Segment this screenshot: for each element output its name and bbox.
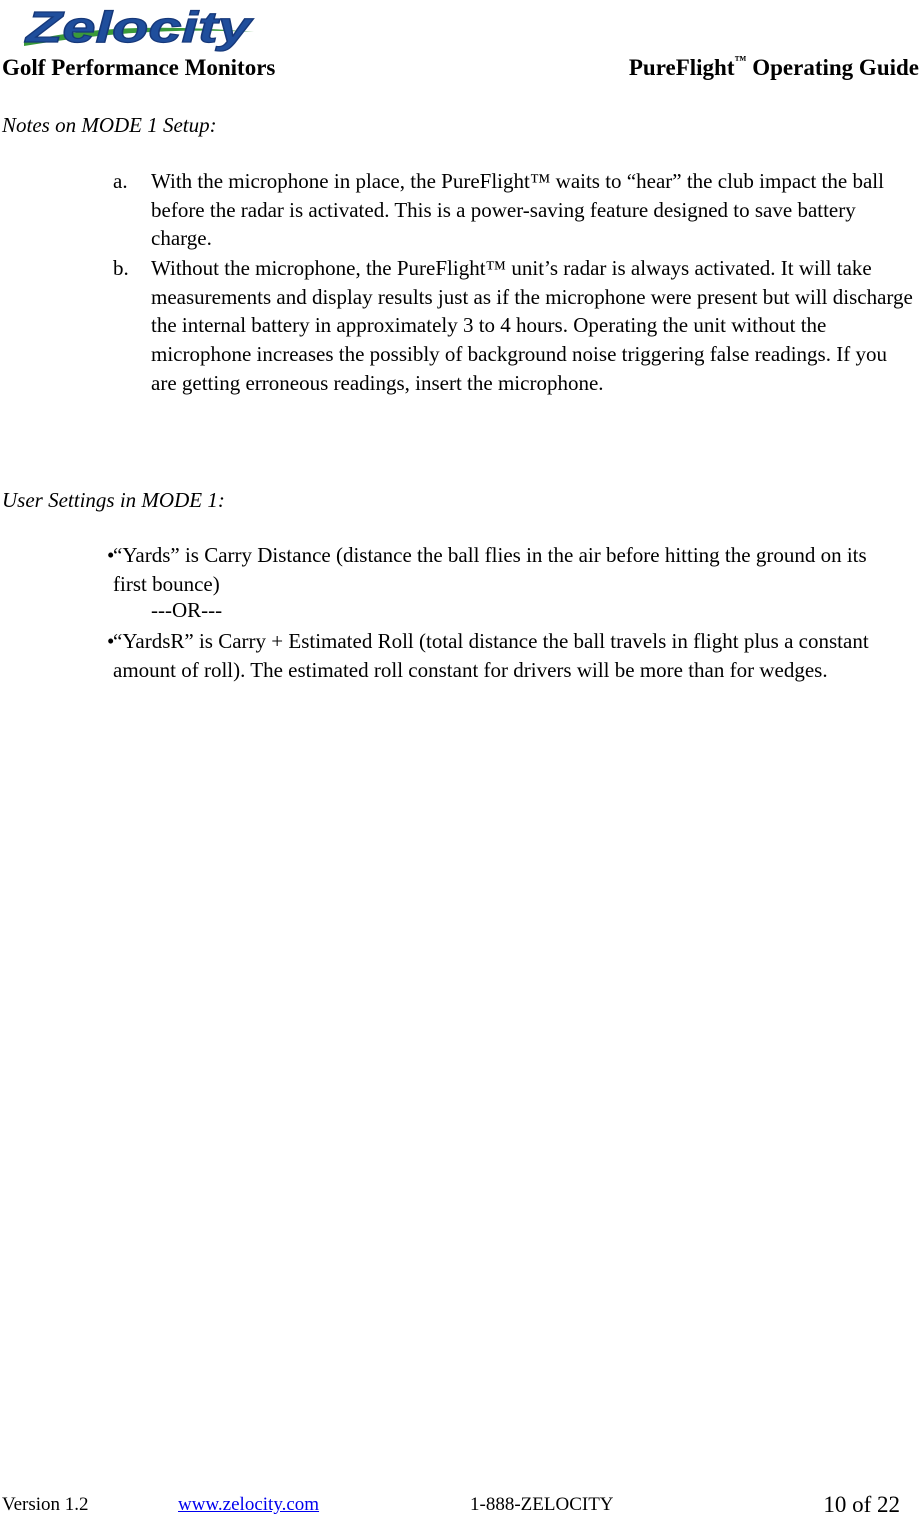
user-settings-heading: User Settings in MODE 1: (2, 488, 225, 512)
header-right-title (629, 55, 919, 81)
page-number: 10 of 22 (823, 1492, 900, 1517)
header-left-title: Golf Performance Monitors (2, 55, 276, 80)
list-marker: a. (113, 169, 128, 193)
list-text: With the microphone in place, the PureFlight™ waits to “hear” the club impact the ball before the radar is activated. This is a power-saving feature designed to save battery charge. (151, 169, 884, 251)
bullet-text: “Yards” is Carry Distance (distance the ball flies in the air before hitting the ground on its first bounce) (113, 543, 867, 596)
trademark-symbol: ™ (734, 53, 747, 67)
footer-website-link[interactable]: www.zelocity.com (178, 1494, 320, 1515)
list-marker: b. (113, 256, 129, 280)
list-text: Without the microphone, the PureFlight™ unit’s radar is always activated. It will take measurements and display results just as if the microphone were present but will discharge the internal battery in approximately 3 to 4 hours. Operating the unit without the microphone increases the possibly of background noise triggering false readings. If you are getting erroneous readings, insert the microphone. (151, 256, 913, 395)
bullet-yardsr (107, 627, 893, 684)
footer-phone: 1-888-ZELOCITY (470, 1494, 614, 1515)
notes-item-a (113, 167, 913, 253)
notes-heading: Notes on MODE 1 Setup: (2, 113, 217, 137)
zelocity-logo (22, 2, 262, 58)
logo-graphic (22, 2, 262, 58)
guide-label: Operating Guide (746, 55, 919, 80)
footer-version: Version 1.2 (2, 1494, 89, 1515)
product-name: PureFlight (628, 55, 735, 80)
bullet-icon: • (107, 543, 115, 567)
logo-wordmark: Zelocity (23, 3, 255, 52)
bullet-icon: • (107, 629, 115, 653)
or-separator: ---OR--- (151, 598, 223, 622)
bullet-yards (107, 541, 893, 598)
bullet-text: “YardsR” is Carry + Estimated Roll (total distance the ball travels in flight plus a constant amount of roll). The estimated roll constant for drivers will be more than for wedges. (113, 629, 869, 682)
notes-item-b (113, 254, 913, 398)
